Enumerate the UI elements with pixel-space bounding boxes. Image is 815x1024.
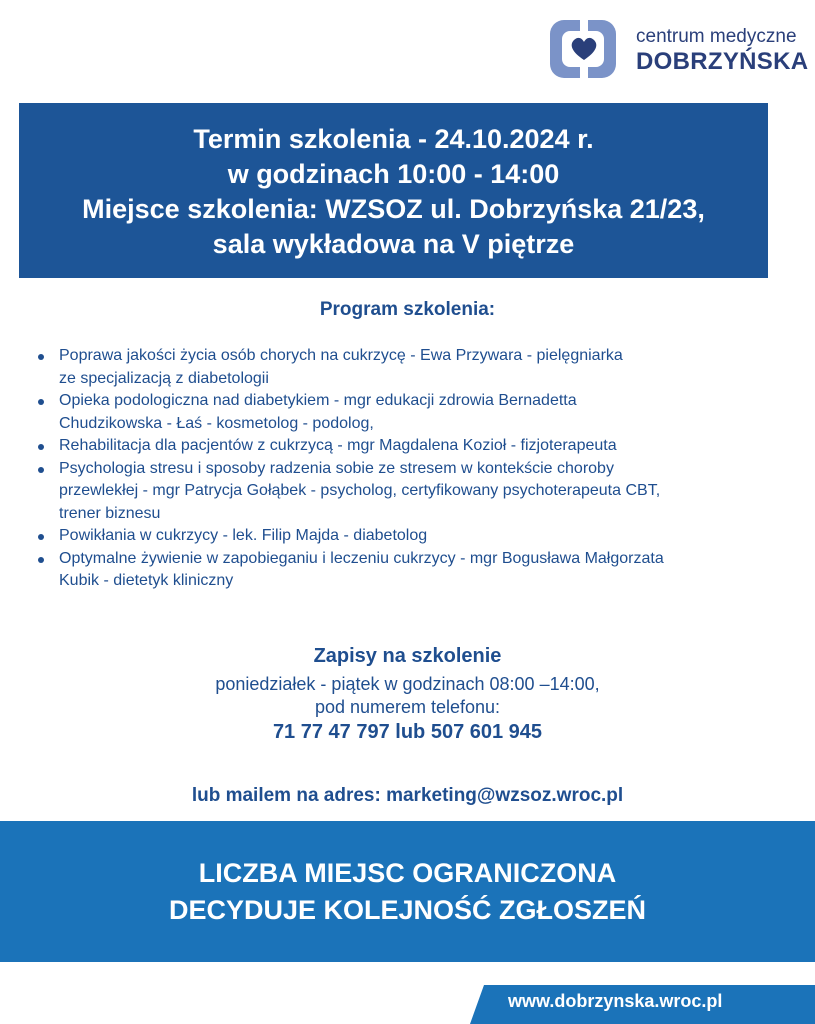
heart-logo-icon [548, 18, 620, 80]
bullet-icon [38, 467, 44, 473]
program-item-line: Psychologia stresu i sposoby radzenia sobie ze stresem w kontekście choroby [59, 459, 614, 477]
training-room: sala wykładowa na V piętrze [212, 229, 575, 259]
program-item-line: Optymalne żywienie w zapobieganiu i leczeniu cukrzycy - mgr Bogusława Małgorzata [59, 549, 664, 567]
logo-title: DOBRZYŃSKA [636, 48, 809, 75]
program-item [36, 458, 776, 526]
program-item [36, 525, 776, 548]
program-item [36, 390, 776, 435]
training-details-banner [19, 103, 768, 278]
program-list [36, 345, 776, 593]
clinic-logo [548, 18, 808, 80]
program-item-line: Powikłania w cukrzycy - lek. Filip Majda - diabetolog [59, 527, 428, 544]
bullet-icon [38, 444, 44, 450]
bullet-icon [38, 354, 44, 360]
signup-phone: 71 77 47 797 lub 507 601 945 [272, 721, 543, 743]
program-item [36, 345, 776, 390]
program-item-line: przewlekłej - mgr Patrycja Gołąbek - psycholog, certyfikowany psychoterapeuta CBT, [59, 482, 661, 499]
bullet-icon [38, 399, 44, 405]
program-item-line: Rehabilitacja dla pacjentów z cukrzycą - mgr Magdalena Kozioł - fizjoterapeuta [59, 437, 617, 454]
signup-email: lub mailem na adres: marketing@wzsoz.wroc.pl [191, 785, 624, 806]
training-hours: w godzinach 10:00 - 14:00 [227, 159, 560, 189]
order-of-applications-line: DECYDUJE KOLEJNOŚĆ ZGŁOSZEŃ [168, 895, 647, 925]
bullet-icon [38, 534, 44, 540]
program-item-line: Kubik - dietetyk kliniczny [59, 572, 234, 589]
program-item-line: Opieka podologiczna nad diabetykiem - mgr edukacji zdrowia Bernadetta [59, 392, 577, 409]
limited-seats-line: LICZBA MIEJSC OGRANICZONA [198, 858, 617, 888]
program-item [36, 548, 776, 593]
program-item-line: Poprawa jakości życia osób chorych na cukrzycę - Ewa Przywara - pielęgniarka [59, 347, 623, 364]
program-item-line: trener biznesu [59, 504, 161, 522]
program-title: Program szkolenia: [319, 299, 496, 320]
website-link[interactable]: www.dobrzynska.wroc.pl [508, 991, 723, 1011]
program-item-line: Chudzikowska - Łaś - kosmetolog - podolog, [59, 414, 374, 432]
program-item [36, 435, 776, 458]
signup-title: Zapisy na szkolenie [313, 645, 502, 667]
signup-hours: poniedziałek - piątek w godzinach 08:00 –14:00, [215, 674, 600, 694]
training-date: Termin szkolenia - 24.10.2024 r. [193, 124, 594, 154]
signup-phone-label: pod numerem telefonu: [314, 697, 501, 717]
training-location: Miejsce szkolenia: WZSOZ ul. Dobrzyńska 21/23, [82, 194, 705, 224]
limited-seats-banner [0, 821, 815, 962]
logo-subtitle: centrum medyczne [636, 26, 797, 47]
program-item-line: ze specjalizacją z diabetologii [59, 369, 269, 387]
bullet-icon [38, 557, 44, 563]
